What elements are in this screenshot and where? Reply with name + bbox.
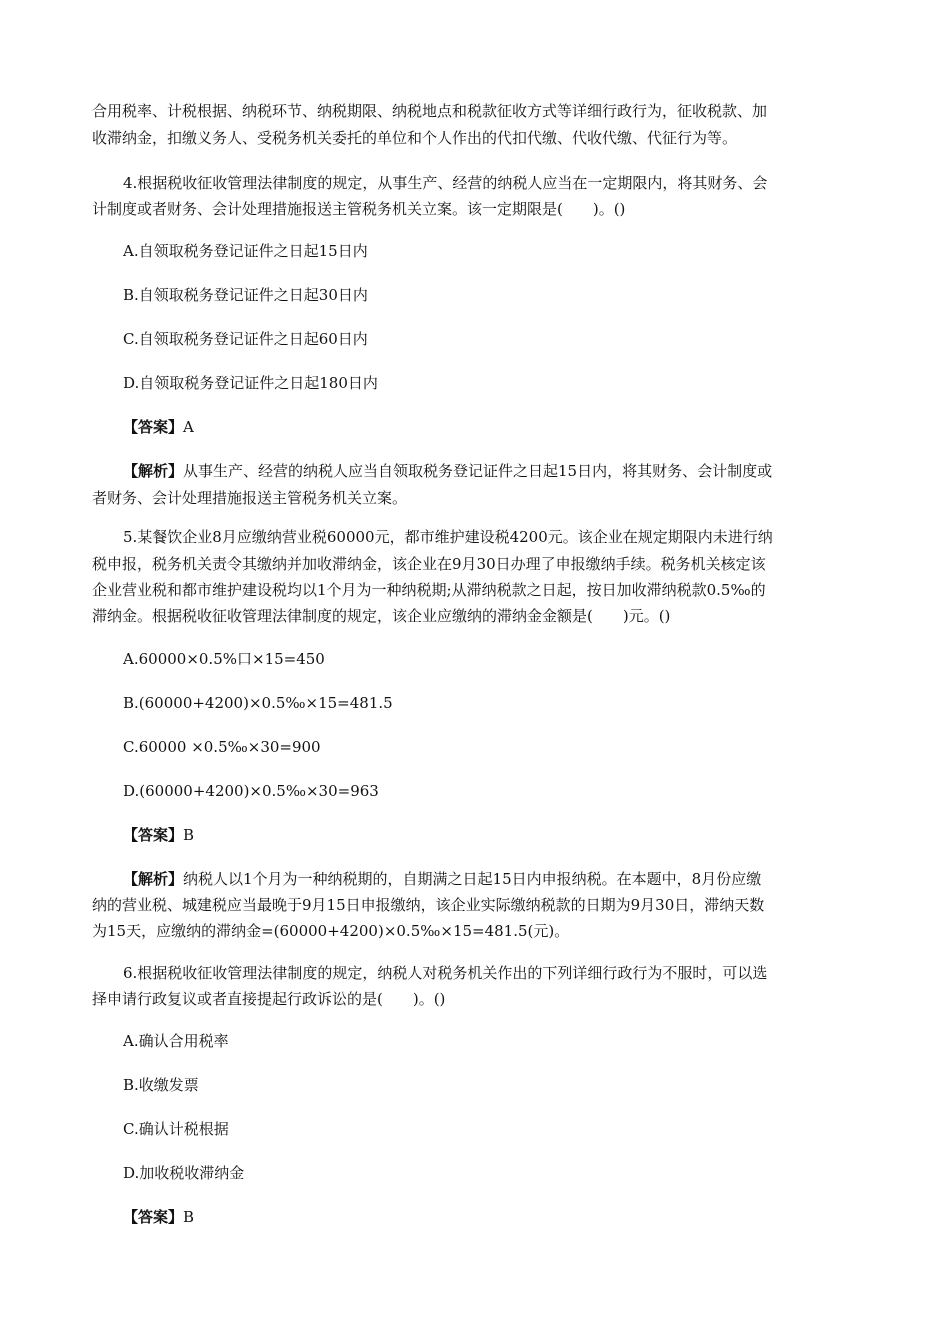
- q6-stem-line-1: 6.根据税收征收管理法律制度的规定，纳税人对税务机关作出的下列详细行政行为不服时，可以选: [123, 964, 768, 982]
- q5-analysis-line-2: 纳的营业税、城建税应当最晚于9月15日申报缴纳，该企业实际缴纳税款的日期为9月30日，滞纳天数: [92, 896, 765, 914]
- q6-answer: [123, 1206, 194, 1228]
- q4-option-c: C.自领取税务登记证件之日起60日内: [123, 330, 368, 348]
- q5-stem-line-2: 税申报，税务机关责令其缴纳并加收滞纳金，该企业在9月30日办理了申报缴纳手续。税务机关核定该: [92, 555, 766, 573]
- q5-option-a: A.60000×0.5%口×15=450: [123, 650, 325, 668]
- q6-option-d: D.加收税收滞纳金: [123, 1164, 245, 1182]
- q4-analysis-text-1: 从事生产、经营的纳税人应当自领取税务登记证件之日起15日内，将其财务、会计制度或: [183, 462, 773, 480]
- q5-analysis-line-3: 为15天，应缴纳的滞纳金=(60000+4200)×0.5‰×15=481.5(元)。: [92, 922, 570, 940]
- q4-option-d: D.自领取税务登记证件之日起180日内: [123, 374, 378, 392]
- intro-line-2: 收滞纳金，扣缴义务人、受税务机关委托的单位和个人作出的代扣代缴、代收代缴、代征行为等。: [92, 129, 738, 147]
- q4-option-b: B.自领取税务登记证件之日起30日内: [123, 286, 368, 304]
- q5-stem-line-4: 滞纳金。根据税收征收管理法律制度的规定，该企业应缴纳的滞纳金金额是( )元。(): [92, 607, 671, 625]
- q5-answer-value: B: [183, 826, 195, 844]
- q6-option-c: C.确认计税根据: [123, 1120, 229, 1138]
- q4-stem-line-2: 计制度或者财务、会计处理措施报送主管税务机关立案。该一定期限是( )。(): [92, 200, 626, 218]
- q5-analysis-line-1: [123, 868, 761, 890]
- q6-stem-line-2: 择申请行政复议或者直接提起行政诉讼的是( )。(): [92, 990, 446, 1008]
- q5-option-d: D.(60000+4200)×0.5‰×30=963: [123, 782, 379, 800]
- q6-option-a: A.确认合用税率: [123, 1032, 229, 1050]
- q5-answer-label: 【答案】: [123, 826, 184, 844]
- q4-answer-value: A: [183, 418, 194, 436]
- q4-analysis-label: 【解析】: [123, 462, 184, 480]
- q6-option-b: B.收缴发票: [123, 1076, 199, 1094]
- q5-analysis-text-1: 纳税人以1个月为一种纳税期的，自期满之日起15日内申报纳税。在本题中，8月份应缴: [183, 870, 762, 888]
- q4-answer: [123, 416, 194, 438]
- q5-option-c: C.60000 ×0.5‰×30=900: [123, 738, 321, 756]
- q5-stem-line-1: 5.某餐饮企业8月应缴纳营业税60000元，都市维护建设税4200元。该企业在规定期限内未进行纳: [123, 528, 773, 546]
- q4-stem-line-1: 4.根据税收征收管理法律制度的规定，从事生产、经营的纳税人应当在一定期限内，将其财务、会: [123, 174, 768, 192]
- q4-analysis-line-2: 者财务、会计处理措施报送主管税务机关立案。: [92, 489, 408, 507]
- q5-answer: [123, 824, 194, 846]
- q5-option-b: B.(60000+4200)×0.5‰×15=481.5: [123, 694, 393, 712]
- q4-answer-label: 【答案】: [123, 418, 184, 436]
- intro-line-1: 合用税率、计税根据、纳税环节、纳税期限、纳税地点和税款征收方式等详细行政行为，征收税款、加: [92, 102, 768, 120]
- q4-analysis-line-1: [123, 460, 772, 482]
- q5-analysis-label: 【解析】: [123, 870, 184, 888]
- q5-stem-line-3: 企业营业税和都市维护建设税均以1个月为一种纳税期;从滞纳税款之日起，按日加收滞纳税款0.5‰的: [92, 581, 766, 599]
- q6-answer-value: B: [183, 1208, 195, 1226]
- q6-answer-label: 【答案】: [123, 1208, 184, 1226]
- q4-option-a: A.自领取税务登记证件之日起15日内: [123, 242, 368, 260]
